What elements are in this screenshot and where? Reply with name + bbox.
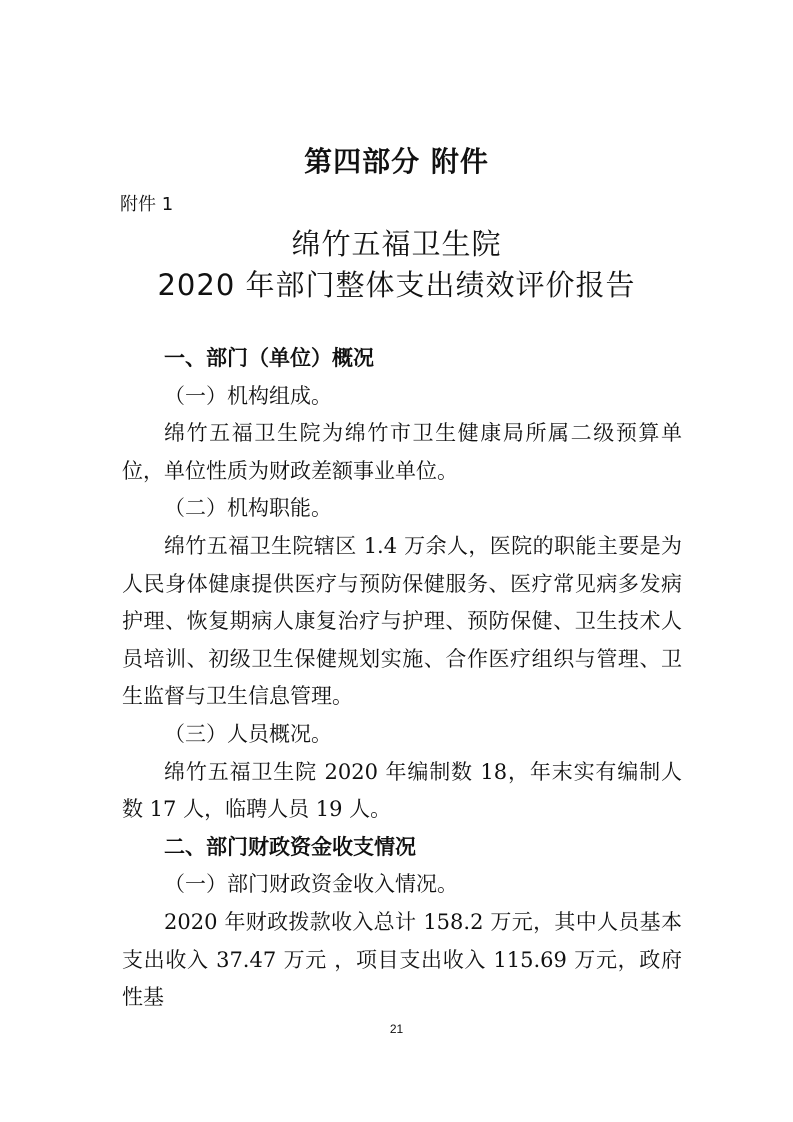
subheading-2-1: （一）部门财政资金收入情况。 [164,872,458,897]
subheading-1-3: （三）人员概况。 [164,721,332,746]
paragraph-1-2: 绵竹五福卫生院辖区 1.4 万余人，医院的职能主要是为人民身体健康提供医疗与预防保健服务、医疗常见病多发病护理、恢复期病人康复治疗与护理、预防保健、卫生技术人员培训、初级卫生保健规划实施、合作医疗组织与管理、卫生监督与卫生信息管理。 [122,533,682,709]
paragraph-1-3: 绵竹五福卫生院 2020 年编制数 18，年末实有编制人数 17 人，临聘人员 19 人。 [122,759,682,822]
report-body [122,340,682,1017]
section-heading-2: 二、部门财政资金收支情况 [164,834,416,859]
report-title-line2: 2020 年部门整体支出绩效评价报告 [157,268,636,302]
paragraph-2-1: 2020 年财政拨款收入总计 158.2 万元，其中人员基本支出收入 37.47 万元 ，项目支出收入 115.69 万元，政府性基 [122,909,682,1010]
part-title: 第四部分 附件 [304,145,489,178]
report-title-line1: 绵竹五福卫生院 [291,227,502,261]
subheading-1-2: （二）机构职能。 [164,496,332,521]
subheading-1-1: （一）机构组成。 [164,383,332,408]
page-number: 21 [389,1022,404,1036]
paragraph-1-1: 绵竹五福卫生院为绵竹市卫生健康局所属二级预算单位，单位性质为财政差额事业单位。 [122,421,682,483]
section-heading-1: 一、部门（单位）概况 [164,346,374,370]
attachment-label: 附件 1 [120,194,174,215]
